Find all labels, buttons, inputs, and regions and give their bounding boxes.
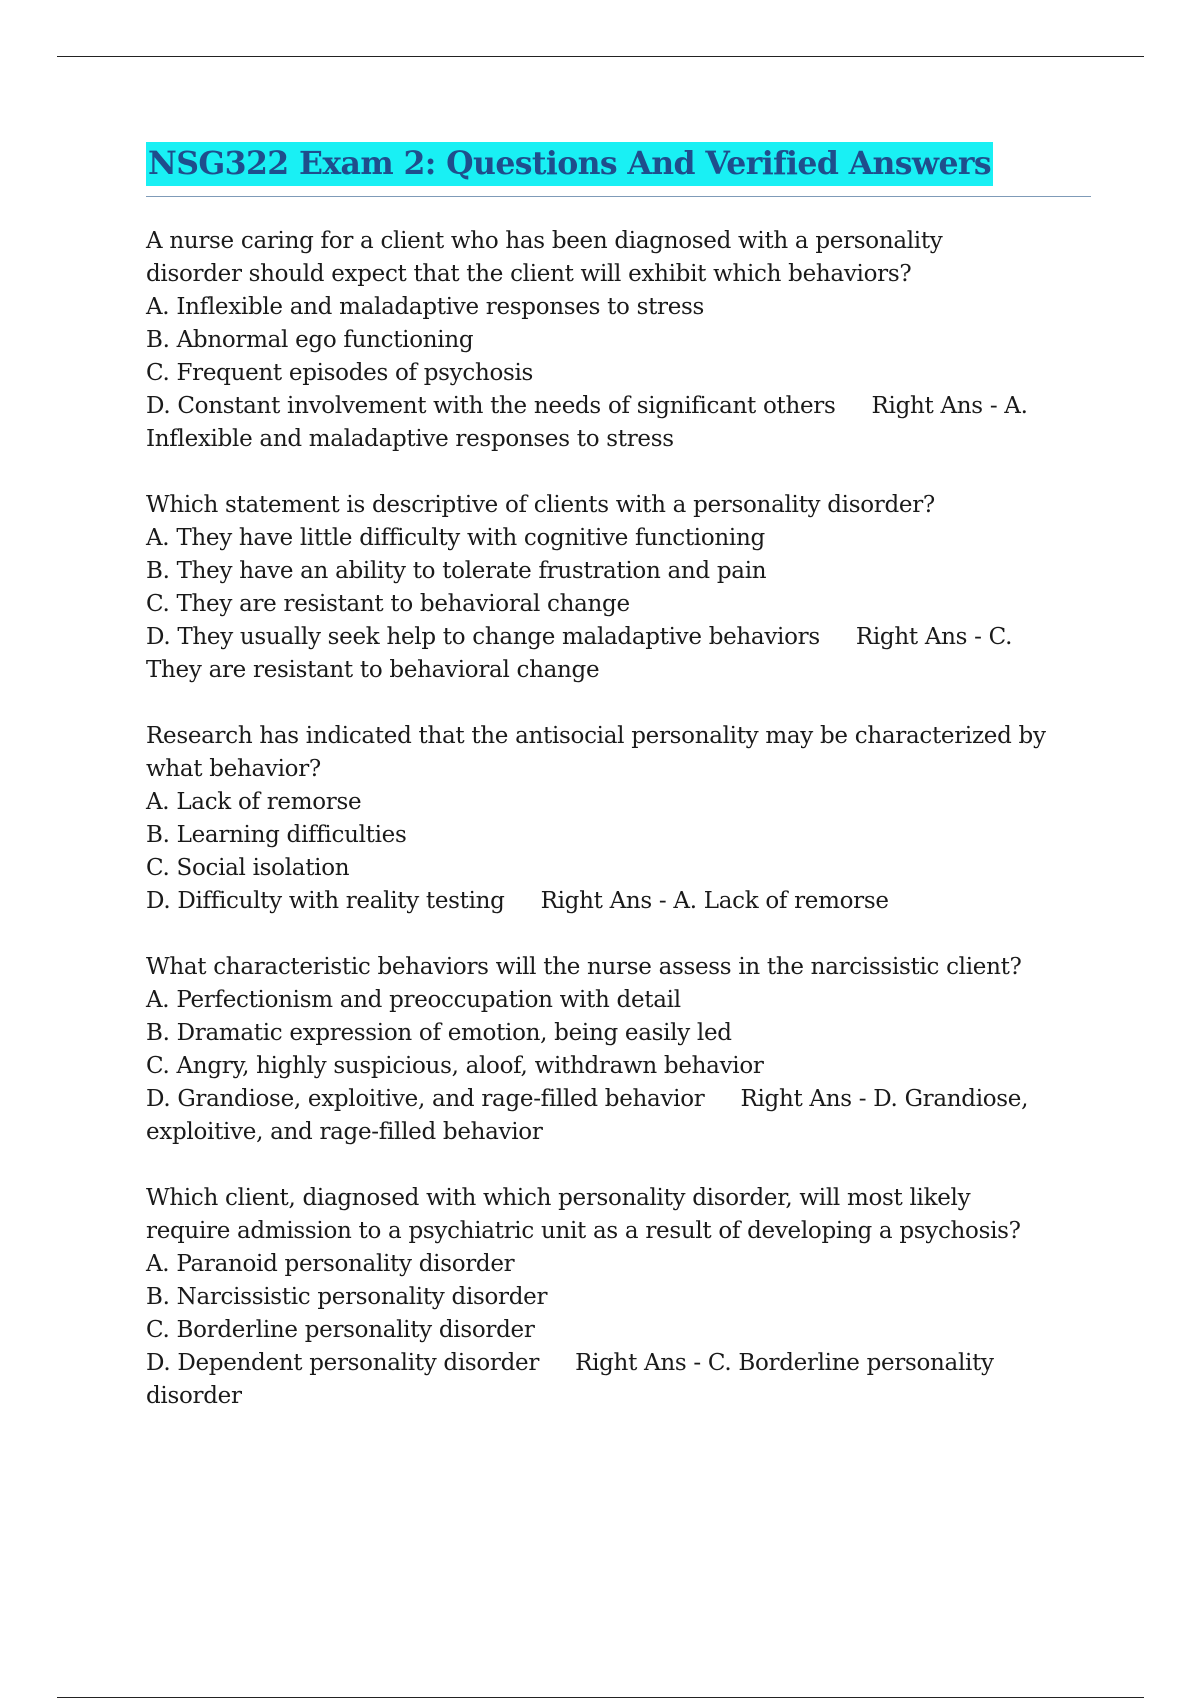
answer-option-text: C. Social isolation — [146, 855, 350, 881]
question-list — [146, 225, 1091, 1413]
answer-option — [146, 324, 1091, 357]
question-stem-line: Which statement is descriptive of clients with a personality disorder? — [146, 492, 935, 518]
answer-option — [146, 819, 1091, 852]
answer-option — [146, 984, 1091, 1017]
question-stem-line: what behavior? — [146, 756, 321, 782]
question-stem-line: A nurse caring for a client who has been diagnosed with a personality — [146, 228, 943, 254]
right-answer-label: Right Ans - A. — [871, 393, 1028, 419]
answer-option-text: B. Learning difficulties — [146, 822, 407, 848]
answer-option-text: A. Inflexible and maladaptive responses to stress — [146, 294, 705, 320]
answer-option-text: A. Perfectionism and preoccupation with detail — [146, 987, 681, 1013]
right-answer-label: Right Ans - D. Grandiose, — [740, 1086, 1029, 1112]
answer-option-text: A. Lack of remorse — [146, 789, 362, 815]
page-top-rule — [57, 56, 1144, 57]
answer-option-text: D. Constant involvement with the needs of significant others — [146, 393, 836, 419]
answer-option — [146, 885, 1091, 918]
right-answer-continuation: Inflexible and maladaptive responses to stress — [146, 426, 674, 452]
answer-option — [146, 1281, 1091, 1314]
question-stem-line: Which client, diagnosed with which personality disorder, will most likely — [146, 1185, 971, 1211]
answer-option — [146, 1050, 1091, 1083]
question-stem-line: disorder should expect that the client will exhibit which behaviors? — [146, 261, 912, 287]
title-block — [146, 142, 1091, 197]
question-stem-line: What characteristic behaviors will the nurse assess in the narcissistic client? — [146, 954, 1022, 980]
question-stem-line: Research has indicated that the antisocial personality may be characterized by — [146, 723, 1046, 749]
question-block — [146, 489, 1091, 687]
answer-option — [146, 588, 1091, 621]
answer-option-text: C. Borderline personality disorder — [146, 1317, 535, 1343]
answer-option-text: C. Frequent episodes of psychosis — [146, 360, 534, 386]
answer-option — [146, 1083, 1091, 1116]
answer-option-text: B. Narcissistic personality disorder — [146, 1284, 548, 1310]
document-body — [146, 142, 1091, 1446]
answer-option — [146, 852, 1091, 885]
answer-option — [146, 522, 1091, 555]
page-bottom-rule — [57, 1697, 1144, 1698]
right-answer-continuation: exploitive, and rage-filled behavior — [146, 1119, 543, 1145]
answer-option — [146, 1314, 1091, 1347]
right-answer-label: Right Ans - A. Lack of remorse — [540, 888, 889, 914]
question-block — [146, 1182, 1091, 1413]
answer-option-text: C. Angry, highly suspicious, aloof, withdrawn behavior — [146, 1053, 764, 1079]
answer-option-text: B. Abnormal ego functioning — [146, 327, 474, 353]
answer-option-text: B. They have an ability to tolerate frustration and pain — [146, 558, 767, 584]
answer-option-text: B. Dramatic expression of emotion, being easily led — [146, 1020, 732, 1046]
right-answer-continuation: disorder — [146, 1383, 242, 1409]
question-block — [146, 720, 1091, 918]
answer-option-text: D. Dependent personality disorder — [146, 1350, 540, 1376]
answer-option-text: A. They have little difficulty with cognitive functioning — [146, 525, 765, 551]
right-answer-label: Right Ans - C. Borderline personality — [575, 1350, 994, 1376]
answer-option-text: A. Paranoid personality disorder — [146, 1251, 515, 1277]
right-answer-label: Right Ans - C. — [855, 624, 1013, 650]
answer-option-text: D. They usually seek help to change maladaptive behaviors — [146, 624, 820, 650]
answer-option — [146, 555, 1091, 588]
answer-option-text: D. Difficulty with reality testing — [146, 888, 505, 914]
question-block — [146, 225, 1091, 456]
answer-option — [146, 786, 1091, 819]
question-stem-line: require admission to a psychiatric unit as a result of developing a psychosis? — [146, 1218, 1021, 1244]
answer-option — [146, 1248, 1091, 1281]
answer-option — [146, 1347, 1091, 1380]
answer-option — [146, 357, 1091, 390]
question-block — [146, 951, 1091, 1149]
right-answer-continuation: They are resistant to behavioral change — [146, 657, 600, 683]
answer-option — [146, 291, 1091, 324]
answer-option-text: C. They are resistant to behavioral change — [146, 591, 630, 617]
answer-option — [146, 1017, 1091, 1050]
answer-option — [146, 390, 1091, 423]
answer-option — [146, 621, 1091, 654]
document-title: NSG322 Exam 2: Questions And Verified Answers — [146, 142, 993, 186]
answer-option-text: D. Grandiose, exploitive, and rage-filled behavior — [146, 1086, 705, 1112]
